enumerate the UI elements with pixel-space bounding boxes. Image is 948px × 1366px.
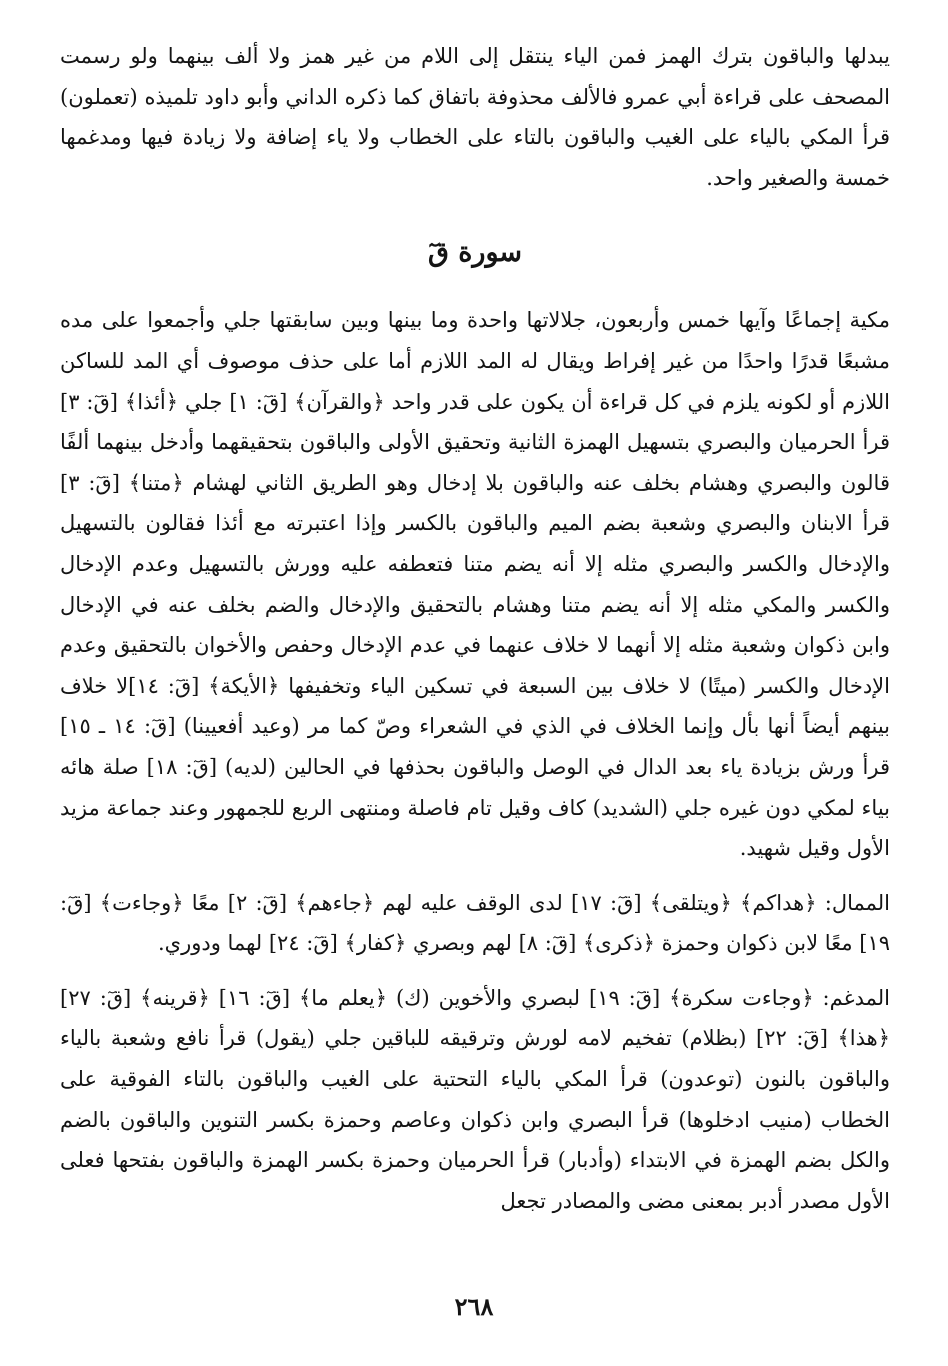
body-paragraph-mudgham: المدغم: ﴿وجاءت سكرة﴾ [قٓ: ١٩] لبصري والأخوين (ك) ﴿يعلم ما﴾ [قٓ: ١٦] ﴿قرينه﴾ [قٓ: ٢٧] ﴿هذا﴾ [قٓ: ٢٢] (بظلام) تفخيم لامه لورش وترقيقه للباقين جلي (يقول) قرأ نافع وشعبة بالياء والباقون بالنون (توعدون) قرأ المكي بالياء التحتية على الغيب والباقون بالتاء الفوقية على الخطاب (منيب ادخلوها) قرأ البصري وابن ذكوان وعاصم وحمزة بكسر التنوين والباقون بالضم والكل بضم الهمزة في الابتداء (وأدبار) قرأ الحرميان وحمزة بكسر الهمزة والباقون بفتحها فعلى الأول مصدر أدبر بمعنى مضى والمصادر تجعل: [60, 985, 891, 1213]
opening-paragraph: يبدلها والباقون بترك الهمز فمن الياء ينتقل إلى اللام من غير همز ولا ألف بينهما ولو رسمت المصحف على قراءة أبي عمرو فالألف محذوفة باتفاق كما ذكره الداني وأبو داود تلميذه (تعملون) قرأ المكي بالياء على الغيب والباقون بالتاء على الخطاب ولا ياء إضافة ولا زيادة فيها ومدغمها خمسة والصغير واحد.: [60, 44, 890, 190]
page-content: [60, 36, 890, 1221]
paragraph-gap: [60, 964, 890, 978]
body-paragraph-intro: مكية إجماعًا وآيها خمس وأربعون، جلالاتها واحدة وما بينها وبين سابقتها جلي وأجمعوا على مده مشبعًا قدرًا واحدًا من غير إفراط ويقال له المد اللازم أما على حذف موصوف أي المد للساكن اللازم أو لكونه يلزم في كل قراءة أن يكون على قدر واحد ﴿والقرآن﴾ [قٓ: ١] جلي ﴿أئذا﴾ [قٓ: ٣] قرأ الحرميان والبصري بتسهيل الهمزة الثانية وتحقيق الأولى والباقون بتحقيقهما وأدخل بينهما ألفًا قالون والبصري وهشام بخلف عنه والباقون بلا إدخال وهو الطريق الثاني لهشام ﴿متنا﴾ [قٓ: ٣] قرأ الابنان والبصري وشعبة بضم الميم والباقون بالكسر وإذا اعتبرته مع أئذا فقالون بالتسهيل والإدخال والكسر والبصري مثله إلا أنه يضم متنا فتعطفه عليه وورش بالتسهيل وعدم الإدخال والكسر والمكي مثله إلا أنه يضم متنا وهشام بالتحقيق والإدخال والضم بخلف عنه في الإدخال وابن ذكوان وشعبة مثله إلا أنهما لا خلاف عنهما في عدم الإدخال وحفص والأخوان بالتحقيق وعدم الإدخال والكسر (ميتًا) لا خلاف بين السبعة في تسكين الياء وتخفيفها ﴿الأيكة﴾ [قٓ: ١٤]لا خلاف بينهم أيضاً أنها بأل وإنما الخلاف في الذي في الشعراء وصّ كما مر (وعيد أفعيينا) [قٓ: ١٤ ـ ١٥] قرأ ورش بزيادة ياء بعد الدال في الوصل والباقون بحذفها في الحالين (لديه) [قٓ: ١٨] صلة هائه بياء لمكي دون غيره جلي (الشديد) كاف وقيل تام فاصلة ومنتهى الربع للجمهور وعند جماعة مزيد الأول وقيل شهيد.: [60, 308, 890, 861]
surah-title: سورة قٓ: [427, 237, 523, 269]
body-paragraph-mumal: الممال: ﴿هداكم﴾ ﴿ويتلقى﴾ [قٓ: ١٧] لدى الوقف عليه لهم ﴿جاءهم﴾ [قٓ: ٢] معًا ﴿وجاءت﴾ [قٓ: ١٩] معًا لابن ذكوان وحمزة ﴿ذكرى﴾ [قٓ: ٨] لهم وبصري ﴿كفار﴾ [قٓ: ٢٤] لهما ودوري.: [60, 890, 890, 956]
paragraph-gap: [60, 869, 890, 883]
page-number: ٢٦٨: [454, 1292, 494, 1321]
